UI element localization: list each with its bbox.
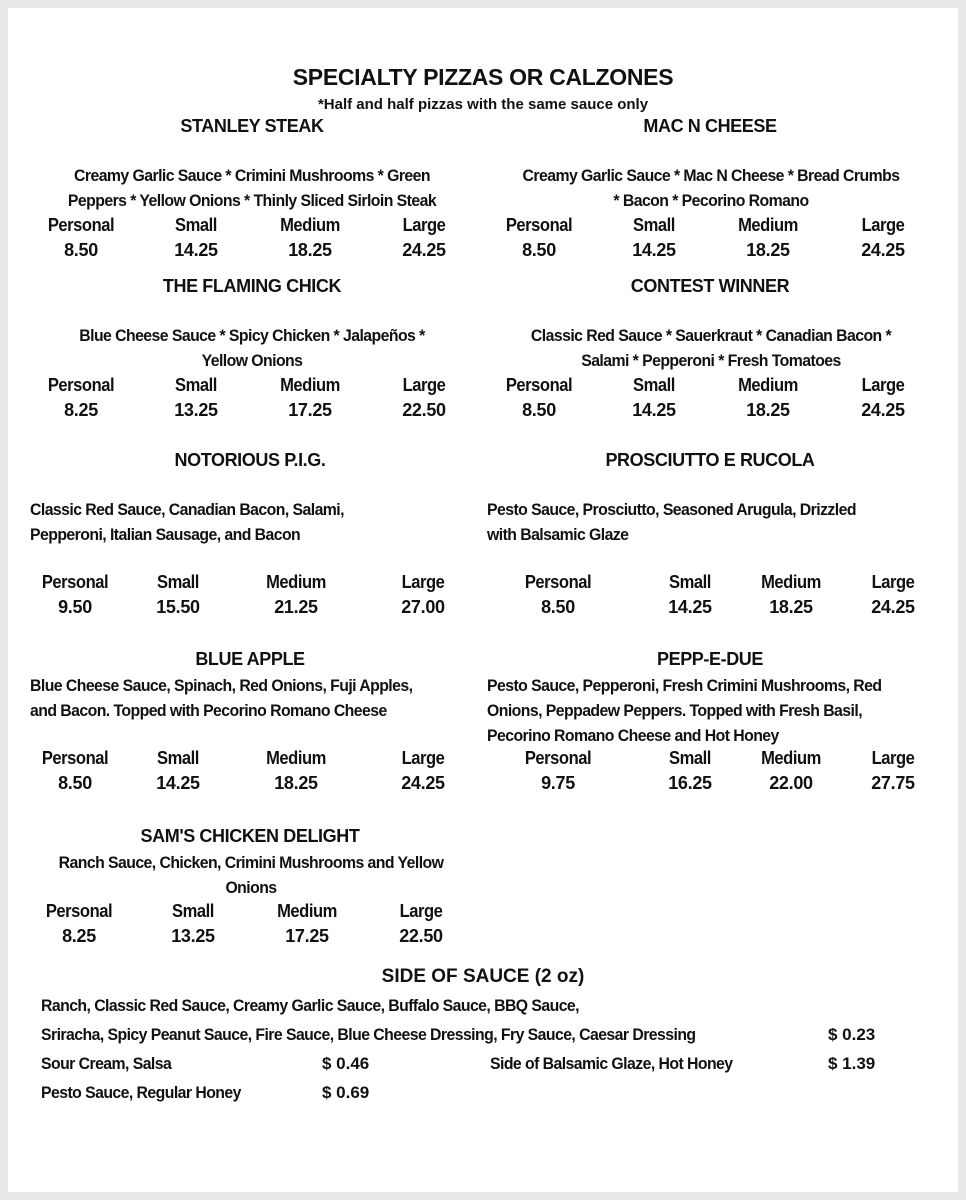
sauce-price-balsamic: $ 1.39 [828, 1054, 876, 1073]
pizza-desc-pepp-e-due: Pesto Sauce, Pepperoni, Fresh Crimini Mushrooms, Red Onions, Peppadew Peppers. Topped with Fresh Basil, Pecorino Romano Cheese and Hot Honey [487, 676, 882, 745]
pizza-name-sams-chicken-delight: SAM'S CHICKEN DELIGHT [140, 826, 360, 846]
pizza-name-pepp-e-due: PEPP-E-DUE [656, 649, 764, 669]
pizza-desc-sams-chicken-delight: Ranch Sauce, Chicken, Crimini Mushrooms and Yellow Onions [58, 853, 444, 897]
pizza-desc-blue-apple: Blue Cheese Sauce, Spinach, Red Onions, Fuji Apples, and Bacon. Topped with Pecorino Romano Cheese [30, 676, 413, 720]
pizza-desc-mac-n-cheese: Creamy Garlic Sauce * Mac N Cheese * Bread Crumbs * Bacon * Pecorino Romano [522, 166, 900, 210]
sauce-balsamic-hot-honey: Side of Balsamic Glaze, Hot Honey [490, 1054, 733, 1073]
menu-subtitle: *Half and half pizzas with the same sauce only [317, 96, 649, 113]
pizza-name-prosciutto-e-rucola: PROSCIUTTO E RUCOLA [605, 450, 815, 470]
sauce-price-sour-cream: $ 0.46 [322, 1054, 370, 1073]
side-of-sauce-title: SIDE OF SAUCE (2 oz) [381, 966, 585, 987]
pizza-name-notorious-pig: NOTORIOUS P.I.G. [174, 450, 326, 470]
sauce-price-pesto: $ 0.69 [322, 1083, 370, 1102]
pizza-desc-contest-winner: Classic Red Sauce * Sauerkraut * Canadian Bacon * Salami * Pepperoni * Fresh Tomatoes [530, 326, 892, 370]
pizza-name-stanley-steak: STANLEY STEAK [180, 116, 324, 136]
sauce-price-standard: $ 0.23 [828, 1025, 876, 1044]
sauce-pesto-honey: Pesto Sauce, Regular Honey [41, 1083, 241, 1102]
menu-title: SPECIALTY PIZZAS OR CALZONES [292, 64, 674, 90]
sauce-sour-cream-salsa: Sour Cream, Salsa [41, 1054, 172, 1073]
pizza-name-contest-winner: CONTEST WINNER [630, 276, 790, 296]
pizza-desc-flaming-chick: Blue Cheese Sauce * Spicy Chicken * Jalapeños * Yellow Onions [79, 326, 425, 370]
sauce-list-line-1: Ranch, Classic Red Sauce, Creamy Garlic Sauce, Buffalo Sauce, BBQ Sauce, [41, 996, 580, 1015]
pizza-desc-prosciutto-e-rucola: Pesto Sauce, Prosciutto, Seasoned Arugula, Drizzled with Balsamic Glaze [487, 500, 856, 544]
pizza-name-blue-apple: BLUE APPLE [195, 649, 305, 669]
pizza-name-mac-n-cheese: MAC N CHEESE [643, 116, 777, 136]
pizza-name-flaming-chick: THE FLAMING CHICK [162, 276, 342, 296]
sauce-list-line-2: Sriracha, Spicy Peanut Sauce, Fire Sauce, Blue Cheese Dressing, Fry Sauce, Caesar Dressing [41, 1025, 696, 1044]
pizza-desc-notorious-pig: Classic Red Sauce, Canadian Bacon, Salami, Pepperoni, Italian Sausage, and Bacon [30, 500, 344, 544]
pizza-desc-stanley-steak: Creamy Garlic Sauce * Crimini Mushrooms * Green Peppers * Yellow Onions * Thinly Sliced Sirloin Steak [67, 166, 437, 210]
